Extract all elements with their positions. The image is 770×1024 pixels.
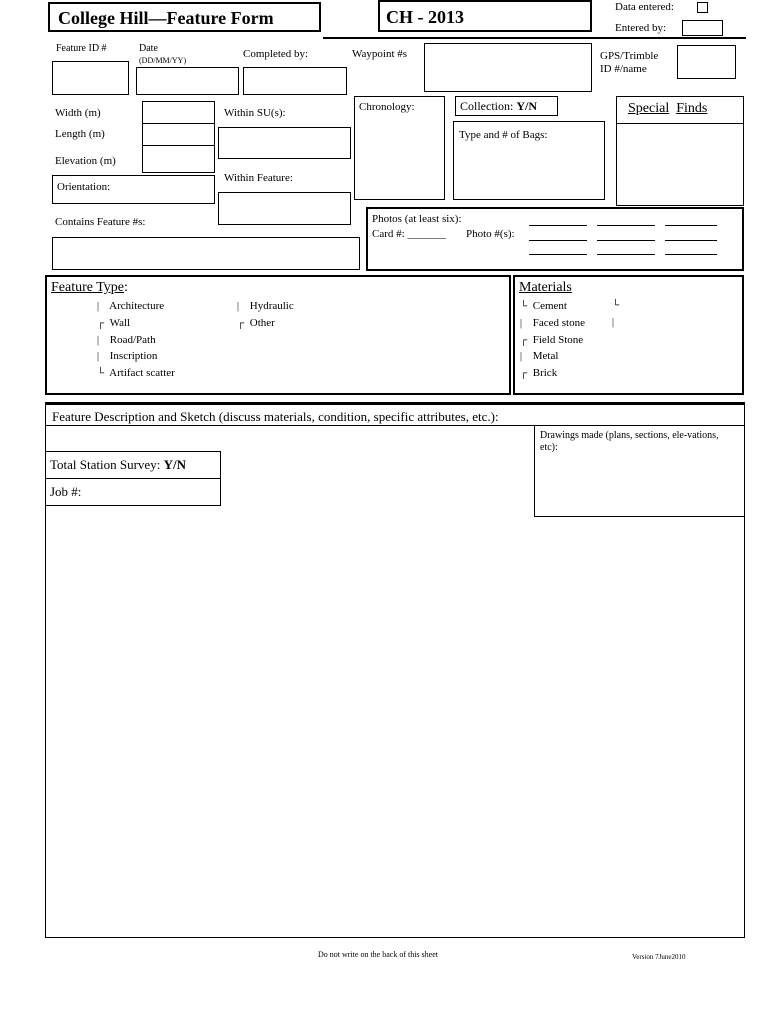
entered-by-field[interactable] xyxy=(682,20,723,36)
material-item[interactable]: └ Cement xyxy=(520,300,567,312)
gps-label-line1: GPS/Trimble xyxy=(600,50,659,62)
header-divider xyxy=(323,37,746,39)
material-item[interactable]: | Metal xyxy=(520,350,559,362)
checkbox-mark: | xyxy=(237,301,240,312)
material-item[interactable]: | Faced stone xyxy=(520,317,585,329)
photo-line-1[interactable] xyxy=(529,225,587,226)
elevation-field[interactable] xyxy=(142,145,215,173)
collection-box[interactable] xyxy=(455,96,558,116)
length-field[interactable] xyxy=(142,123,215,146)
special-finds-divider xyxy=(616,123,744,124)
completed-by-field[interactable] xyxy=(243,67,347,95)
feature-type-box xyxy=(45,275,511,395)
elevation-label: Elevation (m) xyxy=(55,155,116,167)
footer-note: Do not write on the back of this sheet xyxy=(318,950,438,959)
materials-box xyxy=(513,275,744,395)
within-su-field[interactable] xyxy=(218,127,351,159)
card-label: Card #: _______ xyxy=(372,228,446,240)
project-code: CH - 2013 xyxy=(386,7,464,27)
within-su-label: Within SU(s): xyxy=(224,107,286,119)
feature-type-item[interactable]: ┌ Wall xyxy=(97,317,131,329)
completed-by-label: Completed by: xyxy=(243,48,309,60)
checkbox-mark: └ xyxy=(520,301,528,312)
date-field[interactable] xyxy=(136,67,239,95)
feature-type-item[interactable]: | Road/Path xyxy=(97,334,156,346)
photos-label: Photos (at least six): xyxy=(372,213,462,225)
checkbox-mark: ┌ xyxy=(237,318,245,329)
waypoint-label: Waypoint #s xyxy=(352,48,408,60)
data-entered-label: Data entered: xyxy=(615,1,674,13)
extra-checkbox-mark[interactable]: | xyxy=(612,317,615,328)
photo-line-4[interactable] xyxy=(529,240,587,241)
feature-id-label: Feature ID # xyxy=(56,43,107,54)
photo-line-5[interactable] xyxy=(597,240,655,241)
waypoint-field[interactable] xyxy=(424,43,592,92)
survey-label: Total Station Survey: Y/N xyxy=(50,457,186,472)
photo-line-9[interactable] xyxy=(665,254,717,255)
within-feature-label: Within Feature: xyxy=(224,172,293,184)
special-finds-box[interactable] xyxy=(616,96,744,206)
feature-type-item[interactable]: └ Artifact scatter xyxy=(97,367,175,379)
width-field[interactable] xyxy=(142,101,215,124)
survey-box[interactable] xyxy=(45,451,221,479)
date-format-label: (DD/MM/YY) xyxy=(139,56,187,65)
checkbox-mark: | xyxy=(520,318,523,329)
gps-label-line2: ID #/name xyxy=(600,63,647,75)
photo-label: Photo #(s): xyxy=(466,228,515,240)
checkbox-mark: ┌ xyxy=(520,335,528,346)
job-label: Job #: xyxy=(50,484,82,499)
material-item[interactable]: ┌ Brick xyxy=(520,367,558,379)
feature-type-item[interactable]: | Hydraulic xyxy=(237,300,294,312)
photo-line-3[interactable] xyxy=(665,225,717,226)
material-item[interactable]: ┌ Field Stone xyxy=(520,334,584,346)
checkbox-mark: | xyxy=(97,301,100,312)
form-title: College Hill—Feature Form xyxy=(58,8,274,28)
drawings-label: Drawings made (plans, sections, ele-vations, etc): xyxy=(540,430,719,453)
contains-field[interactable] xyxy=(52,237,360,270)
survey-yn: Y/N xyxy=(163,457,186,472)
chronology-field[interactable] xyxy=(354,96,445,200)
width-label: Width (m) xyxy=(55,107,101,119)
orientation-label: Orientation: xyxy=(57,181,111,193)
collection-yn: Y/N xyxy=(516,99,537,113)
checkbox-mark: | xyxy=(97,335,100,346)
bags-field[interactable] xyxy=(453,121,605,200)
photo-line-7[interactable] xyxy=(529,254,587,255)
checkbox-mark: ┌ xyxy=(520,368,528,379)
feature-id-field[interactable] xyxy=(52,61,129,95)
date-label: Date xyxy=(139,43,158,54)
materials-heading: Materials xyxy=(519,280,572,295)
photos-box xyxy=(366,207,744,271)
footer-version: Version 7June2010 xyxy=(632,953,686,961)
project-code-box xyxy=(378,0,592,32)
gps-field[interactable] xyxy=(677,45,736,79)
feature-type-item[interactable]: ┌ Other xyxy=(237,317,275,329)
entered-by-label: Entered by: xyxy=(615,22,667,34)
length-label: Length (m) xyxy=(55,128,105,140)
drawings-box[interactable] xyxy=(534,425,745,517)
checkbox-mark: | xyxy=(520,351,523,362)
photo-line-2[interactable] xyxy=(597,225,655,226)
bags-label: Type and # of Bags: xyxy=(459,129,548,141)
checkbox-mark: └ xyxy=(97,368,105,379)
checkbox-mark: ┌ xyxy=(97,318,105,329)
photo-line-6[interactable] xyxy=(665,240,717,241)
orientation-field[interactable] xyxy=(52,175,215,204)
within-feature-field[interactable] xyxy=(218,192,351,225)
chronology-label: Chronology: xyxy=(359,101,415,113)
photo-line-8[interactable] xyxy=(597,254,655,255)
form-title-box xyxy=(48,2,321,32)
job-box[interactable] xyxy=(45,478,221,506)
data-entered-checkbox[interactable] xyxy=(697,2,708,13)
feature-type-item[interactable]: | Architecture xyxy=(97,300,165,312)
description-heading: Feature Description and Sketch (discuss materials, condition, specific attributes, etc.): xyxy=(52,409,499,424)
feature-type-item[interactable]: | Inscription xyxy=(97,350,158,362)
contains-label: Contains Feature #s: xyxy=(55,216,146,228)
special-finds-label: Special Finds xyxy=(628,101,708,116)
collection-label: Collection: Y/N xyxy=(460,99,537,113)
feature-type-heading: Feature Type: xyxy=(51,280,128,295)
extra-checkbox-mark[interactable]: └ xyxy=(612,300,620,311)
checkbox-mark: | xyxy=(97,351,100,362)
